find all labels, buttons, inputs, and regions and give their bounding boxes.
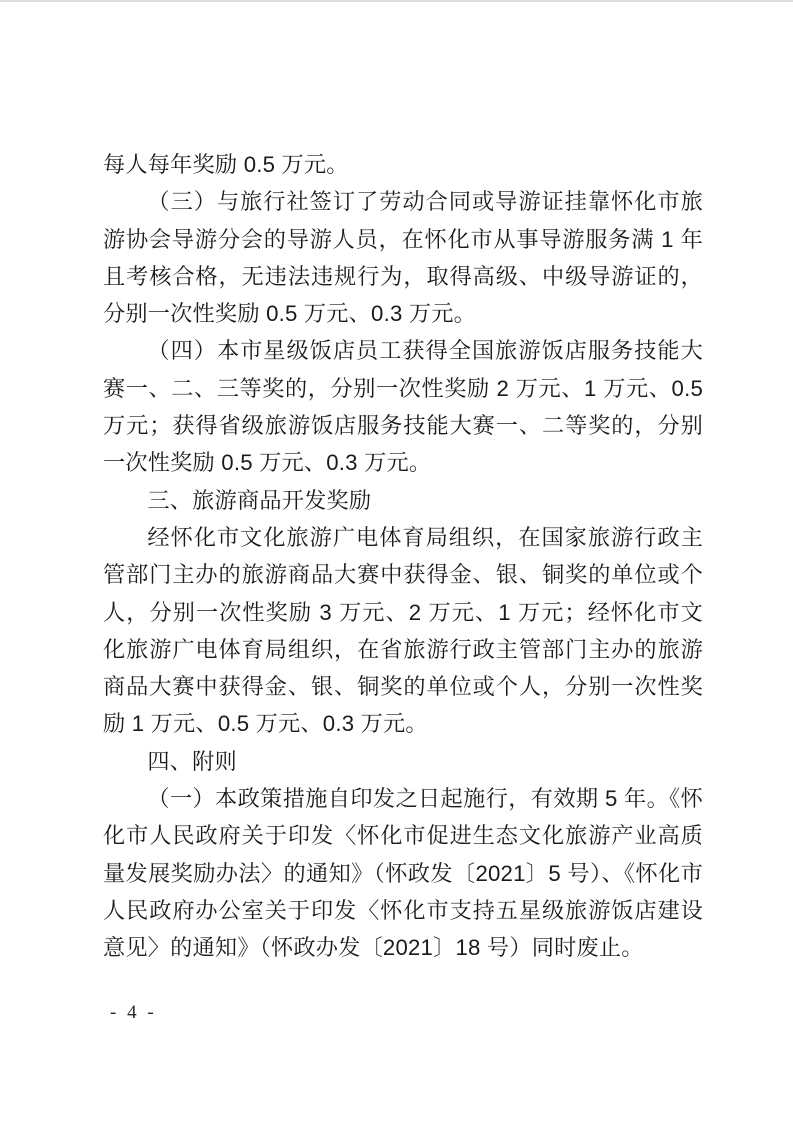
- section-heading: 三、旅游商品开发奖励: [147, 487, 372, 513]
- section-heading: 四、附则: [147, 748, 237, 774]
- page-number: - 4 -: [110, 1002, 157, 1023]
- body-paragraph: （三）与旅行社签订了劳动合同或导游证挂靠怀化市旅游协会导游分会的导游人员，在怀化市从事导游服务满 1 年且考核合格，无违法违规行为，取得高级、中级导游证的，分别一次性奖励 0.5 万元、0.3 万元。: [103, 189, 703, 327]
- body-paragraph: （四）本市星级饭店员工获得全国旅游饭店服务技能大赛一、二、三等奖的，分别一次性奖励 2 万元、1 万元、0.5 万元；获得省级旅游饭店服务技能大赛一、二等奖的，分别一次性奖励 0.5 万元、0.3 万元。: [103, 338, 703, 476]
- body-paragraph: 经怀化市文化旅游广电体育局组织，在国家旅游行政主管部门主办的旅游商品大赛中获得金、银、铜奖的单位或个人，分别一次性奖励 3 万元、2 万元、1 万元；经怀化市文化旅游广电体育局组织，在省旅游行政主管部门主办的旅游商品大赛中获得金、银、铜奖的单位或个人，分别一次性奖励 1 万元、0.5 万元、0.3 万元。: [103, 524, 703, 737]
- body-paragraph: 每人每年奖励 0.5 万元。: [103, 152, 349, 177]
- document-body: [103, 146, 703, 967]
- body-paragraph: （一）本政策措施自印发之日起施行，有效期 5 年。《怀化市人民政府关于印发〈怀化市促进生态文化旅游产业高质量发展奖励办法〉的通知》（怀政发〔2021〕5 号）、《怀化市人民政府办公室关于印发〈怀化市支持五星级旅游饭店建设意见〉的通知》（怀政办发〔2021〕18 号）同时废止。: [103, 786, 703, 961]
